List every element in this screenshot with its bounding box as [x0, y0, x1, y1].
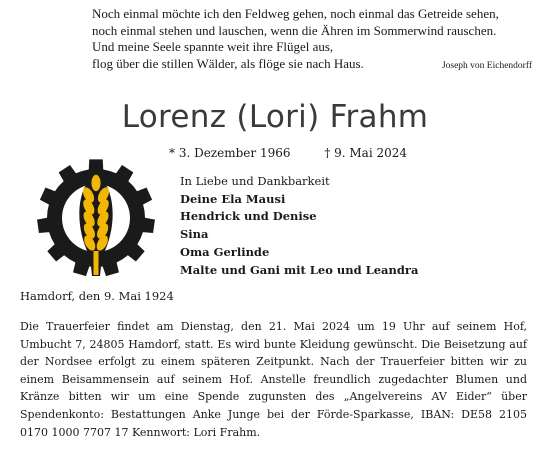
poem-author: Joseph von Eichendorff	[441, 60, 532, 71]
wheat-grain	[91, 175, 100, 191]
wheat-stem	[94, 251, 99, 275]
mourner-2: Hendrick und Denise	[180, 209, 317, 224]
funeral-text: Die Trauerfeier findet am Dienstag, den 21. Mai 2024 um 19 Uhr auf seinem Hof, Umbucht 7, 24805 Hamdorf, statt. Es wird bunte Kleidung gewünscht. Die Beisetzung auf der Nordsee erfolgt zu einem späteren Zeitpunkt. Nach der Trauerfeier bitten wir zu einem Beisammensein auf seinem Hof. Anstelle freundlich zugedachter Blumen und Kränze bitten wir um eine Spende zugunsten des „Angelvereins AV Eider“ über Spendenkonto: Bestattungen Anke Junge bei der Förde-Sparkasse, IBAN: DE58 2105 0170 1000 7707 17 Kennwort: Lori Frahm.	[20, 320, 527, 439]
mourner-4: Oma Gerlinde	[180, 244, 270, 259]
poem-line-1: Noch einmal möchte ich den Feldweg gehen, noch einmal das Getreide sehen,	[92, 6, 499, 21]
mourners-intro: In Liebe und Dankbarkeit	[180, 174, 330, 188]
place-date: Hamdorf, den 9. Mai 1924	[20, 289, 174, 303]
death-date: † 9. Mai 2024	[324, 146, 408, 160]
gear-wheat-icon	[35, 157, 157, 279]
poem-last-row	[92, 56, 532, 75]
poem-line-4: flog über die stillen Wälder, als flöge sie nach Haus.	[92, 55, 364, 71]
life-dates	[169, 146, 407, 160]
poem-line-3: Und meine Seele spannte weit ihre Flügel aus,	[92, 39, 334, 54]
mourner-5: Malte und Gani mit Leo und Leandra	[180, 262, 419, 277]
poem	[92, 6, 532, 74]
mourner-1: Deine Ela Mausi	[180, 191, 286, 206]
deceased-name: Lorenz (Lori) Frahm	[121, 99, 429, 135]
mourners-list	[180, 173, 418, 279]
poem-line-2: noch einmal stehen und lauschen, wenn die Ähren im Sommerwind rauschen.	[92, 22, 497, 38]
birth-date: * 3. Dezember 1966	[169, 146, 291, 160]
mourner-3: Sina	[180, 227, 209, 242]
